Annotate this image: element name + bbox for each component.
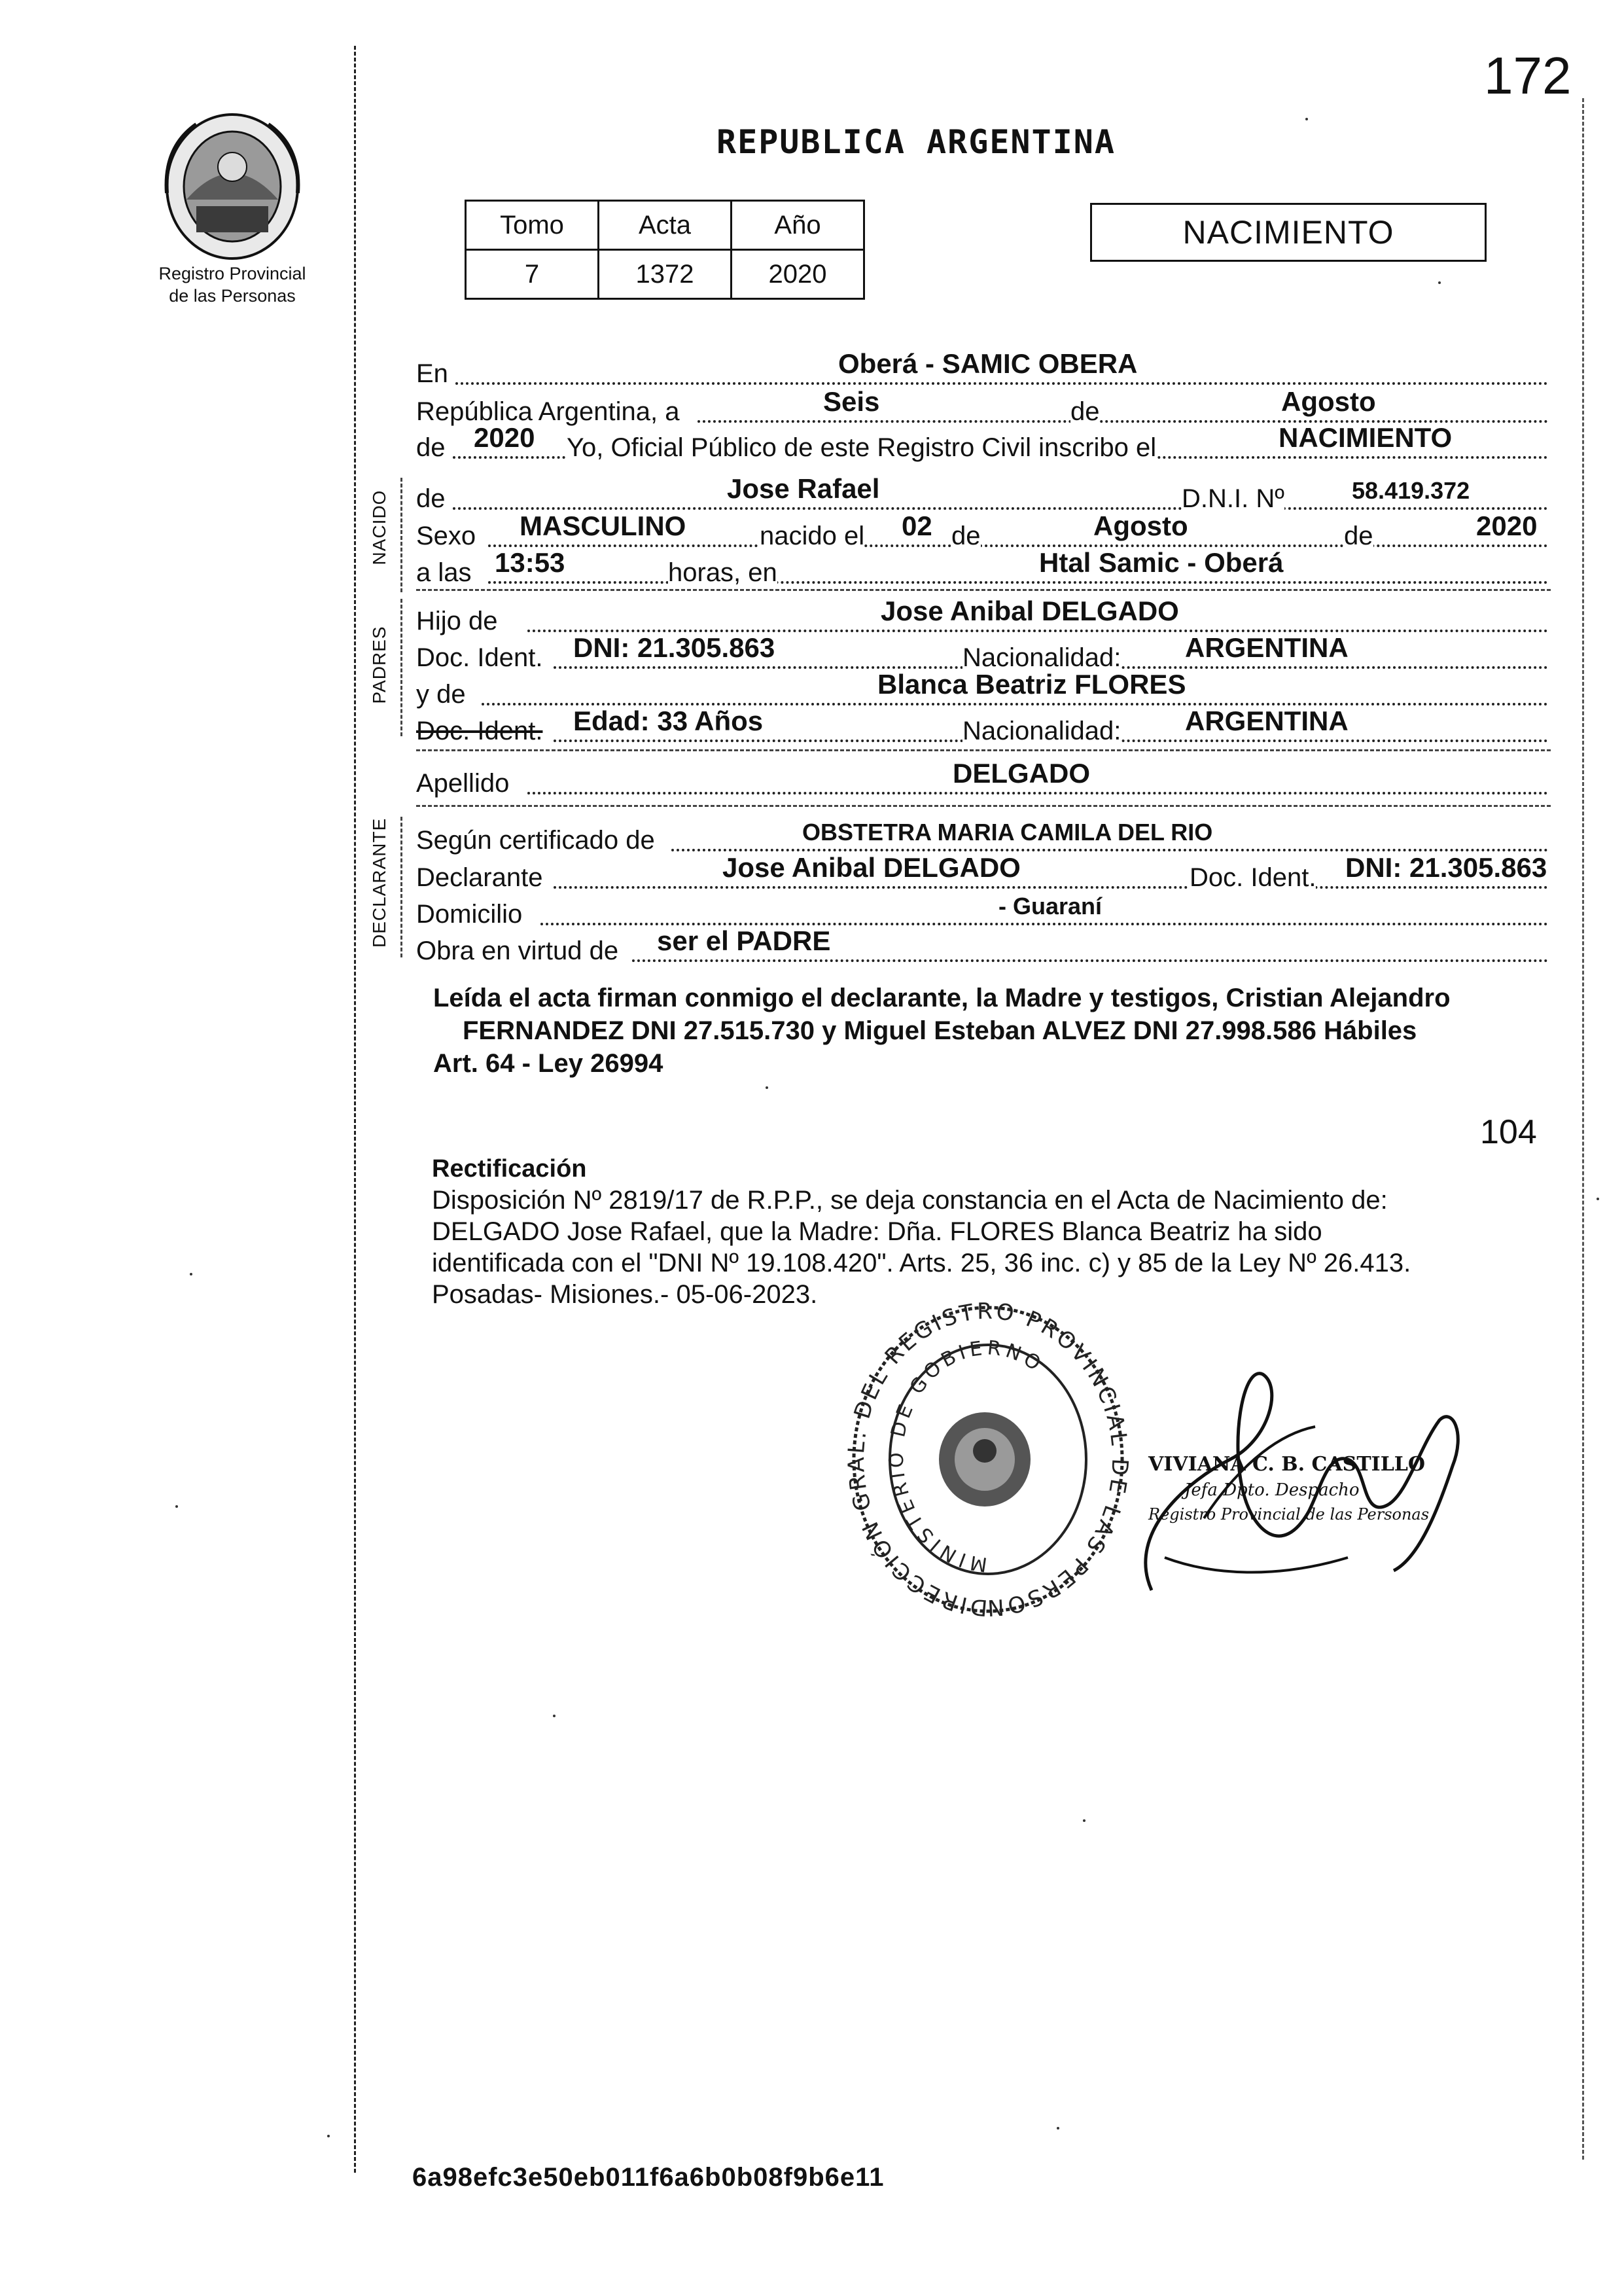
scan-speck xyxy=(327,2135,330,2137)
divider-1 xyxy=(416,589,1551,591)
sexo-row xyxy=(416,510,1551,551)
lectura-paragraph xyxy=(433,982,1545,1080)
official-stamp xyxy=(844,1299,1132,1626)
dni-label: D.N.I. Nº xyxy=(1182,484,1284,513)
nacido-divider xyxy=(400,478,402,592)
domicilio-label: Domicilio xyxy=(416,900,523,929)
acta-value-tomo: 7 xyxy=(466,250,599,299)
declarante-section-label: DECLARANTE xyxy=(369,817,389,948)
nacido-dni: 58.419.372 xyxy=(1352,477,1470,504)
certificado-row xyxy=(416,821,1551,855)
sexo-label: Sexo xyxy=(416,522,476,550)
padre-name: Jose Anibal DELGADO xyxy=(881,596,1179,626)
acta-header-tomo: Tomo xyxy=(466,201,599,250)
date-year: 2020 xyxy=(474,422,535,453)
registry-caption-line2: de las Personas xyxy=(169,285,296,306)
nacido-el-label: nacido el xyxy=(760,522,865,550)
oficial-label: Yo, Oficial Público de este Registro Civil inscribo el xyxy=(567,433,1157,462)
apellido-label: Apellido xyxy=(416,769,510,798)
place-value: Oberá - SAMIC OBERA xyxy=(838,348,1138,379)
padre-doc-label: Doc. Ident. xyxy=(416,643,543,672)
madre-nac: ARGENTINA xyxy=(1185,705,1349,736)
obra-row xyxy=(416,925,1551,966)
padre-row xyxy=(416,596,1551,636)
scan-speck xyxy=(1057,2127,1059,2130)
madre-name: Blanca Beatriz FLORES xyxy=(877,669,1186,700)
oficial-row xyxy=(416,422,1551,463)
madre-doc-label: Doc. Ident. xyxy=(416,717,543,745)
scan-speck xyxy=(175,1505,178,1508)
rectificacion-line-3: identificada con el "DNI Nº 19.108.420". Arts. 25, 36 inc. c) y 85 de la Ley Nº 26.413. xyxy=(432,1249,1411,1277)
declarante-row xyxy=(416,852,1551,893)
madre-nac-label: Nacionalidad: xyxy=(962,717,1121,745)
apellido-row xyxy=(416,758,1551,798)
declarante-doc-label: Doc. Ident. xyxy=(1190,863,1316,892)
birth-month: Agosto xyxy=(1093,510,1188,541)
scan-speck xyxy=(766,1086,768,1089)
record-type-box: NACIMIENTO xyxy=(1090,203,1487,262)
madre-doc-row xyxy=(416,705,1551,746)
obra-value: ser el PADRE xyxy=(657,925,831,956)
place-label: En xyxy=(416,359,448,388)
scan-speck xyxy=(190,1273,192,1275)
y-de-label: y de xyxy=(416,680,466,709)
scan-speck xyxy=(1305,118,1308,120)
domicilio-row xyxy=(416,895,1551,929)
padres-section-label: PADRES xyxy=(369,626,389,704)
birth-de-label: de xyxy=(951,522,981,550)
signature-title: Jefa Dpto. Despacho xyxy=(1184,1480,1360,1500)
birth-time: 13:53 xyxy=(495,547,565,578)
madre-row xyxy=(416,669,1551,709)
padre-nac: ARGENTINA xyxy=(1185,632,1349,663)
birth-day: 02 xyxy=(902,510,932,541)
left-margin-line xyxy=(354,46,356,2173)
hijo-label: Hijo de xyxy=(416,607,498,635)
certificado-label: Según certificado de xyxy=(416,826,655,855)
date-month: Agosto xyxy=(1281,386,1376,417)
rectificacion-line-4: Posadas- Misiones.- 05-06-2023. xyxy=(432,1280,818,1309)
birth-place: Htal Samic - Oberá xyxy=(1039,547,1284,578)
act-value: NACIMIENTO xyxy=(1279,422,1453,453)
registry-caption-line1: Registro Provincial xyxy=(158,264,306,283)
rectificacion-body xyxy=(432,1185,1544,1310)
lectura-line-1: Leída el acta firman conmigo el declarante, la Madre y testigos, Cristian Alejandro xyxy=(433,984,1451,1012)
year-de-label: de xyxy=(416,433,446,462)
lectura-line-3: Art. 64 - Ley 26994 xyxy=(433,1049,663,1078)
republica-label: República Argentina, a xyxy=(416,397,680,426)
right-margin-line xyxy=(1582,98,1584,2160)
acta-value-anio: 2020 xyxy=(732,250,864,299)
scan-speck xyxy=(553,1715,556,1717)
document-hash: 6a98efc3e50eb011f6a6b0b08f9b6e11 xyxy=(412,2163,885,2192)
padre-nac-label: Nacionalidad: xyxy=(962,643,1121,672)
padre-doc: DNI: 21.305.863 xyxy=(573,632,775,663)
horas-label: horas, en xyxy=(668,558,777,587)
nacido-section-label: NACIDO xyxy=(369,490,389,565)
nacido-name: Jose Rafael xyxy=(727,473,880,504)
signature-name: VIVIANA C. B. CASTILLO xyxy=(1148,1453,1426,1476)
hora-label: a las xyxy=(416,558,472,587)
scan-speck xyxy=(1438,281,1441,284)
padres-divider xyxy=(400,599,402,736)
rectificacion-line-1: Disposición Nº 2819/17 de R.P.P., se deja constancia en el Acta de Nacimiento de: xyxy=(432,1186,1388,1215)
place-row xyxy=(416,348,1551,389)
apellido-value: DELGADO xyxy=(953,758,1090,789)
date-de-label: de xyxy=(1070,397,1100,426)
acta-header-anio: Año xyxy=(732,201,864,250)
birth-de2-label: de xyxy=(1344,522,1373,550)
acta-table xyxy=(465,200,865,300)
rectificacion-title: Rectificación xyxy=(432,1155,587,1183)
stamp-outer-text: DIRECCIÓN GRAL. DEL REGISTRO PROVINCIAL DE LAS PERSON xyxy=(844,1299,1132,1621)
signature-office: Registro Provincial de las Personas xyxy=(1148,1505,1430,1524)
declarante-value: Jose Anibal DELGADO xyxy=(722,852,1021,883)
hora-row xyxy=(416,547,1551,588)
registry-caption xyxy=(128,263,337,308)
province-seal-logo xyxy=(157,108,308,265)
sexo-value: MASCULINO xyxy=(520,510,686,541)
declarante-doc: DNI: 21.305.863 xyxy=(1345,852,1547,883)
country-title: REPUBLICA ARGENTINA xyxy=(716,123,1116,161)
scan-speck xyxy=(1083,1819,1086,1822)
obra-label: Obra en virtud de xyxy=(416,936,619,965)
domicilio-value: - Guaraní xyxy=(998,893,1103,919)
declarante-divider xyxy=(400,817,402,957)
acta-value-acta: 1372 xyxy=(599,250,732,299)
nacido-name-row xyxy=(416,473,1551,514)
padre-doc-row xyxy=(416,632,1551,673)
acta-header-acta: Acta xyxy=(599,201,732,250)
certificado-value: OBSTETRA MARIA CAMILA DEL RIO xyxy=(802,819,1213,846)
divider-3 xyxy=(416,805,1551,807)
date-day: Seis xyxy=(823,386,880,417)
rectificacion-line-2: DELGADO Jose Rafael, que la Madre: Dña. FLORES Blanca Beatriz ha sido xyxy=(432,1217,1322,1246)
declarante-label: Declarante xyxy=(416,863,543,892)
page-number: 172 xyxy=(1484,46,1572,105)
lectura-line-2: FERNANDEZ DNI 27.515.730 y Miguel Esteban ALVEZ DNI 27.998.586 Hábiles xyxy=(463,1016,1417,1045)
stamp-inner-text: MINISTERIO DE GOBIERNO xyxy=(885,1336,1048,1576)
nacido-de-label: de xyxy=(416,484,446,513)
madre-doc: Edad: 33 Años xyxy=(573,705,764,736)
scan-speck xyxy=(1597,1198,1599,1200)
divider-2 xyxy=(416,749,1551,751)
rectificacion-number: 104 xyxy=(1480,1113,1537,1151)
birth-year: 2020 xyxy=(1476,510,1538,541)
